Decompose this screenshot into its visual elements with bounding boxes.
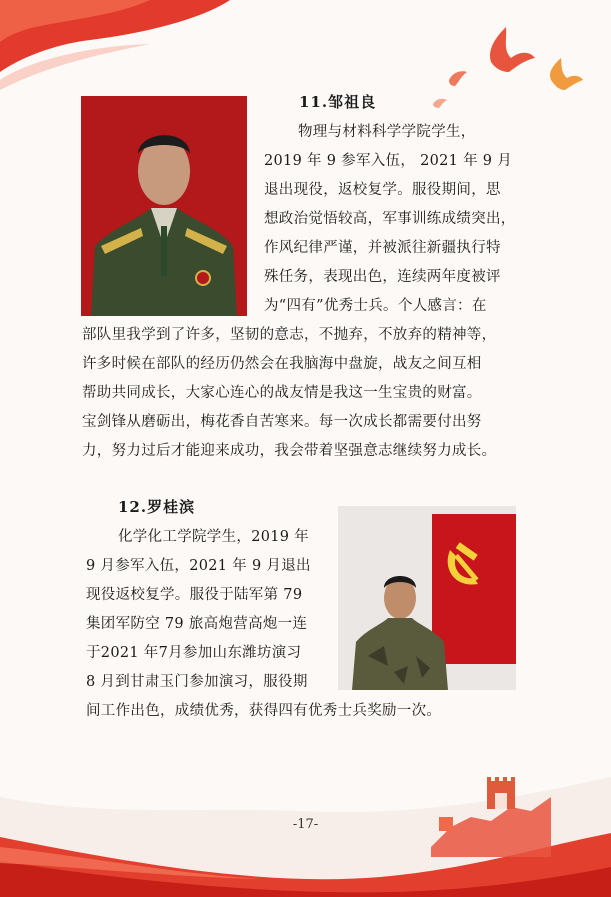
entry-text-line: 想政治觉悟较高，军事训练成绩突出， (264, 211, 516, 227)
entry-text-line: 间工作出色，成绩优秀，获得四有优秀士兵奖励一次。 (86, 703, 442, 719)
entry-text-line: 物理与材料科学学院学生， (298, 124, 476, 140)
entry-text-line: 化学化工学院学生，2019 年 (118, 529, 310, 545)
entry-title: 11.邹祖良 (299, 93, 377, 111)
entry-text-line: 部队里我学到了许多，坚韧的意志，不抛弃，不放弃的精神等， (82, 327, 497, 343)
dove-icon (431, 22, 591, 132)
entry-text-line: 现役返校复学。服役于陆军第 79 (86, 587, 303, 603)
entry-text-line: 殊任务，表现出色，连续两年度被评 (264, 269, 501, 285)
entry-text-line: 9 月参军入伍，2021 年 9 月退出 (86, 558, 311, 574)
portrait-photo-luo-guibin (338, 506, 516, 690)
entry-text-line: 许多时候在部队的经历仍然会在我脑海中盘旋，战友之间互相 (82, 356, 482, 372)
entry-text-line: 力，努力过后才能迎来成功，我会带着坚强意志继续努力成长。 (82, 443, 497, 459)
portrait-photo-zou-zuliang (81, 96, 247, 316)
entry-text-line: 宝剑锋从磨砺出，梅花香自苦寒来。每一次成长都需要付出努 (82, 414, 482, 430)
entry-text-line: 集团军防空 79 旅高炮营高炮一连 (86, 616, 308, 632)
entry-text-line: 2019 年 9 参军入伍， 2021 年 9 月 (264, 153, 513, 169)
page-number: -17- (292, 817, 319, 832)
party-flag (432, 514, 516, 664)
entry-text-line: 帮助共同成长，大家心连心的战友情是我这一生宝贵的财富。 (82, 385, 482, 401)
entry-text-line: 退出现役，返校复学。服役期间，思 (264, 182, 501, 198)
entry-title: 12.罗桂滨 (118, 498, 196, 516)
entry-text-line: 8 月到甘肃玉门参加演习，服役期 (86, 674, 308, 690)
entry-text-line: 为“四有”优秀士兵。个人感言：在 (264, 298, 487, 314)
entry-text-line: 于2021 年7月参加山东潍坊演习 (86, 645, 302, 661)
entry-text-line: 作风纪律严谨，并被派往新疆执行特 (264, 240, 501, 256)
